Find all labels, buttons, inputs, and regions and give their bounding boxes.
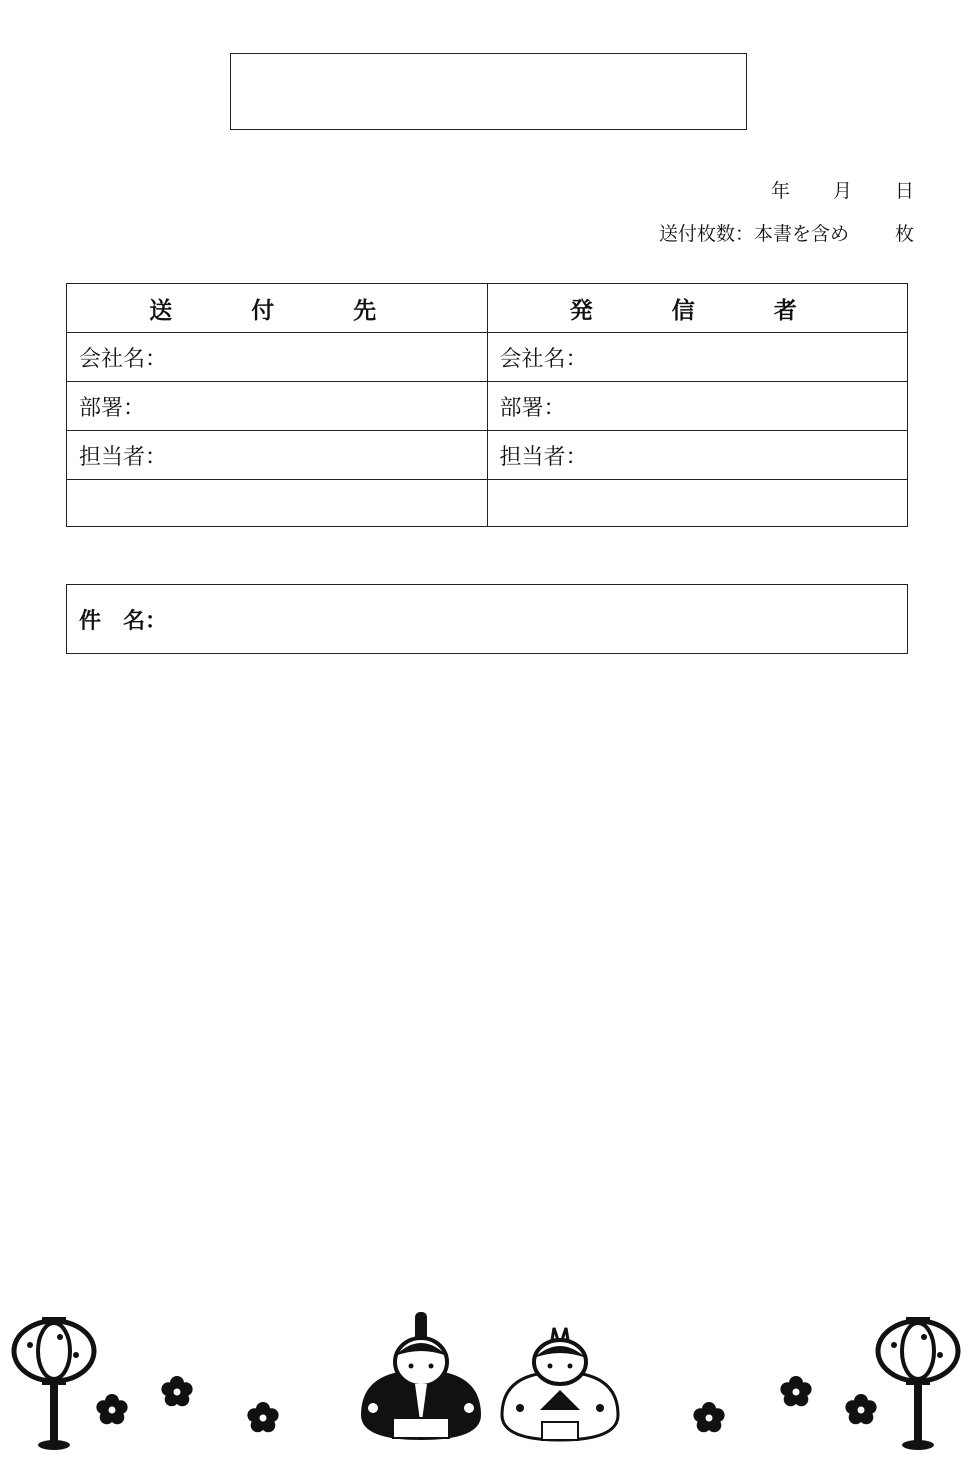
date-line — [771, 176, 914, 203]
lantern-icon — [878, 1317, 958, 1450]
plum-blossom-icon — [247, 1402, 278, 1432]
recipient-header: 送 付 先 — [67, 284, 488, 333]
table-row — [67, 333, 908, 382]
hinamatsuri-decoration — [0, 1300, 976, 1450]
sender-extra-field[interactable] — [487, 480, 908, 527]
table-row — [67, 382, 908, 431]
recipient-contact-field[interactable]: 担当者： — [67, 431, 488, 480]
lantern-icon — [14, 1317, 94, 1450]
page-count-line — [659, 219, 914, 246]
subject-field[interactable] — [66, 584, 908, 654]
empress-doll-icon — [502, 1328, 618, 1440]
plum-blossom-icon — [96, 1394, 127, 1424]
table-row — [67, 431, 908, 480]
table-header-row — [67, 284, 908, 333]
plum-blossom-icon — [161, 1376, 192, 1406]
fax-title-box — [230, 53, 747, 130]
date-month-label: 月 — [832, 180, 852, 202]
date-year-label: 年 — [770, 180, 790, 202]
recipient-extra-field[interactable] — [67, 480, 488, 527]
sender-contact-field[interactable]: 担当者： — [487, 431, 908, 480]
table-row — [67, 480, 908, 527]
sender-header: 発 信 者 — [487, 284, 908, 333]
sender-department-field[interactable]: 部署： — [487, 382, 908, 431]
page-count-label: 送付枚数：本書を含め — [658, 223, 849, 245]
recipient-department-field[interactable]: 部署： — [67, 382, 488, 431]
plum-blossom-icon — [780, 1376, 811, 1406]
plum-blossom-icon — [693, 1402, 724, 1432]
page-count-unit: 枚 — [894, 223, 914, 245]
sender-recipient-table — [66, 283, 908, 527]
date-day-label: 日 — [894, 180, 914, 202]
emperor-doll-icon — [361, 1312, 481, 1440]
subject-label: 件 名： — [79, 608, 168, 634]
plum-blossom-icon — [845, 1394, 876, 1424]
recipient-company-field[interactable]: 会社名： — [67, 333, 488, 382]
sender-company-field[interactable]: 会社名： — [487, 333, 908, 382]
